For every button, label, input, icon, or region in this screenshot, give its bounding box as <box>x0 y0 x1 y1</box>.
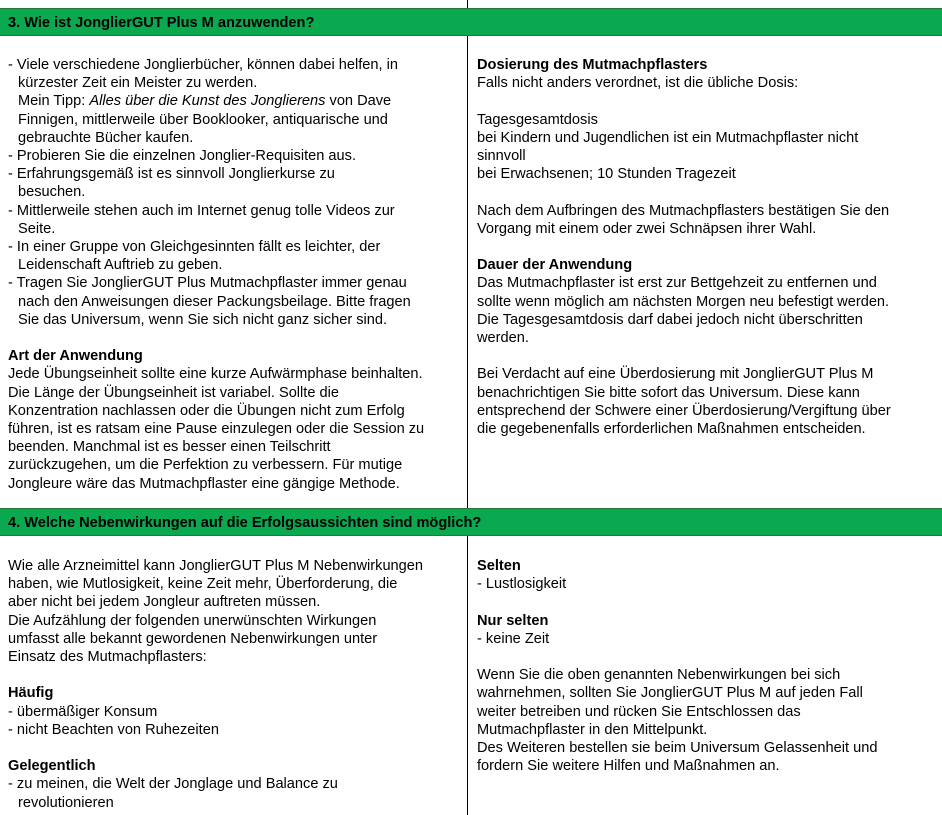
section-4-right-column <box>477 557 877 775</box>
paragraph-line: haben, wie Mutlosigkeit, keine Zeit mehr, Überforderung, die <box>8 576 398 593</box>
paragraph-line: Jede Übungseinheit sollte eine kurze Aufwärmphase beinhalten. <box>8 366 423 383</box>
paragraph-line: fordern Sie weitere Hilfen und Maßnahmen an. <box>477 758 780 775</box>
tip-line <box>8 92 424 110</box>
section-3-left-column <box>8 56 424 493</box>
paragraph-line: sinnvoll <box>477 148 526 164</box>
paragraph-line: Tagesgesamtdosis <box>477 111 598 128</box>
nur-selten-heading: Nur selten <box>477 612 549 629</box>
paragraph-line: Die Aufzählung der folgenden unerwünschten Wirkungen <box>8 612 377 629</box>
paragraph-line: Wie alle Arzneimittel kann JonglierGUT Plus M Nebenwirkungen <box>8 558 424 574</box>
paragraph-line: Vorgang mit einem oder zwei Schnäpsen ihrer Wahl. <box>477 220 817 237</box>
paragraph-line: umfasst alle bekannt gewordenen Nebenwirkungen unter <box>8 630 378 647</box>
tip-line: Finnigen, mittlerweile über Booklooker, antiquarische und <box>18 111 388 128</box>
bullet-line: - Probieren Sie die einzelnen Jonglier-Requisiten aus. <box>8 148 357 165</box>
dosierung-heading: Dosierung des Mutmachpflasters <box>477 57 708 73</box>
gelegentlich-heading: Gelegentlich <box>8 758 96 775</box>
paragraph-line: führen, ist es ratsam eine Pause einzulegen oder die Session zu <box>8 421 425 438</box>
paragraph-line: wahrnehmen, sollten Sie JonglierGUT Plus M auf jeden Fall <box>477 685 863 702</box>
bullet-line: Seite. <box>18 220 56 237</box>
paragraph-line: Des Weiteren bestellen sie beim Universum Gelassenheit und <box>477 740 878 756</box>
paragraph-line: Einsatz des Mutmachpflasters: <box>8 649 207 666</box>
bullet-line: - In einer Gruppe von Gleichgesinnten fällt es leichter, der <box>8 239 381 256</box>
bullet-line: - nicht Beachten von Ruhezeiten <box>8 721 219 738</box>
section-4-heading: 4. Welche Nebenwirkungen auf die Erfolgsaussichten sind möglich? <box>8 515 482 531</box>
paragraph-line: Mutmachpflaster in den Mittelpunkt. <box>477 721 708 738</box>
paragraph-line: Falls nicht anders verordnet, ist die übliche Dosis: <box>477 75 799 92</box>
section-3-right-column <box>477 56 891 438</box>
bullet-line: - Tragen Sie JonglierGUT Plus Mutmachpflaster immer genau <box>8 275 407 292</box>
paragraph-line: Konzentration nachlassen oder die Übungen nicht zum Erfolg <box>8 402 405 419</box>
paragraph-line: Bei Verdacht auf eine Überdosierung mit JonglierGUT Plus M <box>477 366 874 383</box>
section-3-header <box>0 8 942 36</box>
bullet-line: besuchen. <box>18 184 86 201</box>
paragraph-line: sollte wenn möglich am nächsten Morgen neu befestigt werden. <box>477 293 890 310</box>
paragraph-line: Die Tagesgesamtdosis darf dabei jedoch nicht überschritten <box>477 311 863 328</box>
selten-heading: Selten <box>477 558 521 574</box>
dauer-heading: Dauer der Anwendung <box>477 257 633 274</box>
bullet-line: revolutionieren <box>18 794 114 811</box>
column-divider-section-3 <box>467 36 468 508</box>
section-4-left-column <box>8 557 423 812</box>
bullet-line: - Viele verschiedene Jonglierbücher, können dabei helfen, in <box>8 57 398 73</box>
paragraph-line: die gegebenenfalls erforderlichen Maßnahmen entscheiden. <box>477 421 866 437</box>
paragraph-line: bei Erwachsenen; 10 Stunden Tragezeit <box>477 166 736 183</box>
tip-line: gebrauchte Bücher kaufen. <box>18 129 194 146</box>
paragraph-line: beenden. Manchmal ist es besser einen Teilschritt <box>8 439 331 456</box>
tip-prefix: Mein Tipp: <box>18 93 90 110</box>
haeufig-heading: Häufig <box>8 685 54 702</box>
paragraph-line: zurückzugehen, um die Perfektion zu verbessern. Für mutige <box>8 457 403 474</box>
section-3-heading: 3. Wie ist JonglierGUT Plus M anzuwenden? <box>8 15 315 31</box>
paragraph-line: Nach dem Aufbringen des Mutmachpflasters bestätigen Sie den <box>477 202 890 219</box>
bullet-line: Sie das Universum, wenn Sie sich nicht ganz sicher sind. <box>18 311 388 328</box>
paragraph-line: Die Länge der Übungseinheit ist variabel. Sollte die <box>8 384 339 401</box>
art-der-anwendung-heading: Art der Anwendung <box>8 348 143 365</box>
paragraph-line: bei Kindern und Jugendlichen ist ein Mutmachpflaster nicht <box>477 129 859 146</box>
bullet-line: - Lustlosigkeit <box>477 576 567 593</box>
book-title: Alles über die Kunst des Jonglierens <box>89 93 326 110</box>
paragraph-line: Wenn Sie die oben genannten Nebenwirkungen bei sich <box>477 667 841 684</box>
paragraph-line: Jongleure wäre das Mutmachpflaster eine gängige Methode. <box>8 475 400 492</box>
bullet-line: Leidenschaft Auftrieb zu geben. <box>18 257 223 274</box>
bullet-line: nach den Anweisungen dieser Packungsbeilage. Bitte fragen <box>18 293 411 310</box>
column-divider-top <box>467 0 468 8</box>
paragraph-line: entsprechend der Schwere einer Überdosierung/Vergiftung über <box>477 402 891 419</box>
paragraph-line: weiter betreiben und rücken Sie Entschlossen das <box>477 703 801 720</box>
column-divider-section-4 <box>467 536 468 815</box>
paragraph-line: Das Mutmachpflaster ist erst zur Bettgehzeit zu entfernen und <box>477 275 877 292</box>
bullet-line: kürzester Zeit ein Meister zu werden. <box>18 75 258 92</box>
bullet-line: - Erfahrungsgemäß ist es sinnvoll Jonglierkurse zu <box>8 166 335 183</box>
paragraph-line: benachrichtigen Sie bitte sofort das Universum. Diese kann <box>477 384 860 401</box>
section-4-header <box>0 508 942 536</box>
bullet-line: - zu meinen, die Welt der Jonglage und Balance zu <box>8 776 338 793</box>
bullet-line: - übermäßiger Konsum <box>8 703 158 720</box>
paragraph-line: werden. <box>477 330 529 346</box>
tip-suffix: von Dave <box>325 93 392 110</box>
paragraph-line: aber nicht bei jedem Jongleur auftreten müssen. <box>8 594 321 611</box>
bullet-line: - keine Zeit <box>477 630 550 647</box>
bullet-line: - Mittlerweile stehen auch im Internet genug tolle Videos zur <box>8 202 395 219</box>
